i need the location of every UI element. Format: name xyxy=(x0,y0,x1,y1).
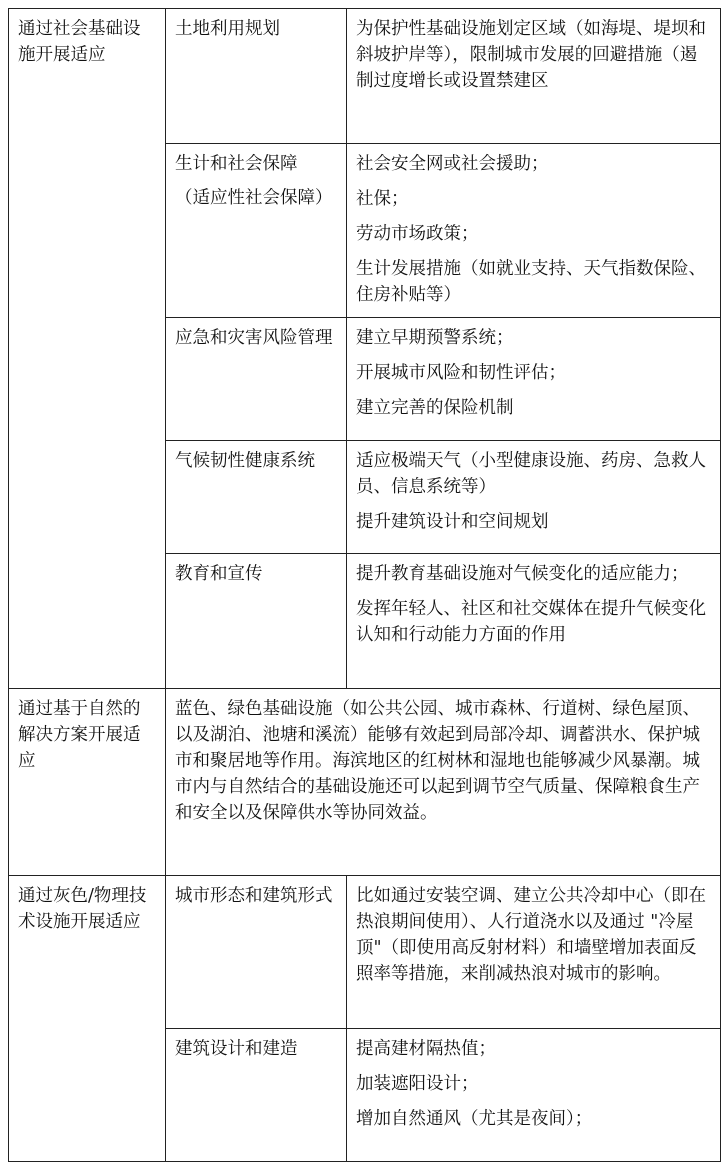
subcategory-label: 建筑设计和建造 xyxy=(175,1039,298,1059)
category-cell xyxy=(9,9,166,689)
measure-item: 开展城市风险和韧性评估； xyxy=(356,363,566,383)
description-cell xyxy=(166,689,721,876)
subcategory-cell xyxy=(166,9,347,144)
measure-item: 增加自然通风（尤其是夜间）； xyxy=(356,1109,593,1129)
measures-cell xyxy=(347,144,721,318)
table-row xyxy=(9,876,721,1029)
measure-item: 发挥年轻人、社区和社交媒体在提升气候变化认知和行动能力方面的作用 xyxy=(356,599,706,645)
subcategory-cell xyxy=(166,876,347,1029)
measures-cell xyxy=(347,876,721,1029)
measure-item: 社会安全网或社会援助； xyxy=(356,154,549,174)
measure-item: 社保； xyxy=(356,189,409,209)
measure-item: 适应极端天气（小型健康设施、药房、急救人员、信息系统等） xyxy=(356,451,706,497)
measures-cell xyxy=(347,554,721,689)
category-label: 通过灰色/物理技术设施开展适应 xyxy=(18,886,147,932)
adaptation-measures-table xyxy=(8,8,721,1162)
measure-item: 建立早期预警系统； xyxy=(356,328,514,348)
measures-cell xyxy=(347,441,721,554)
measures-cell xyxy=(347,9,721,144)
measure-item: 提升教育基础设施对气候变化的适应能力； xyxy=(356,564,689,584)
subcategory-cell xyxy=(166,554,347,689)
category-label: 通过社会基础设施开展适应 xyxy=(18,19,141,65)
subcategory-label: 气候韧性健康系统 xyxy=(175,451,315,471)
subcategory-label: 城市形态和建筑形式 xyxy=(175,886,333,906)
measure-item: 劳动市场政策； xyxy=(356,224,479,244)
subcategory-cell xyxy=(166,441,347,554)
measures-cell xyxy=(347,1029,721,1162)
table-row xyxy=(9,9,721,144)
subcategory-label: 应急和灾害风险管理 xyxy=(175,328,333,348)
measure-item: 提高建材隔热值； xyxy=(356,1039,496,1059)
subcategory-label: 教育和宣传 xyxy=(175,564,263,584)
measure-item: 建立完善的保险机制 xyxy=(356,398,514,418)
subcategory-cell xyxy=(166,318,347,441)
subcategory-label: 生计和社会保障 xyxy=(175,154,298,174)
measure-item: 比如通过安装空调、建立公共冷却中心（即在热浪期间使用）、人行道浇水以及通过 "冷屋顶"（即使用高反射材料）和墙壁增加表面反照率等措施，来削减热浪对城市的影响。 xyxy=(356,886,706,984)
description-text: 蓝色、绿色基础设施（如公共公园、城市森林、行道树、绿色屋顶、以及湖泊、池塘和溪流）能够有效起到局部冷却、调蓄洪水、保护城市和聚居地等作用。海滨地区的红树林和湿地也能够减少风暴潮。城市内与自然结合的基础设施还可以起到调节空气质量、保障粮食生产和安全以及保障供水等协同效益。 xyxy=(175,699,700,823)
table-row xyxy=(9,689,721,876)
measure-item: 提升建筑设计和空间规划 xyxy=(356,512,549,532)
measure-item: 加装遮阳设计； xyxy=(356,1074,479,1094)
measures-cell xyxy=(347,318,721,441)
category-cell xyxy=(9,689,166,876)
subcategory-cell xyxy=(166,1029,347,1162)
subcategory-label: 土地利用规划 xyxy=(175,19,280,39)
measure-item: 生计发展措施（如就业支持、天气指数保险、住房补贴等） xyxy=(356,259,706,305)
category-label: 通过基于自然的解决方案开展适应 xyxy=(18,699,141,771)
subcategory-note: （适应性社会保障） xyxy=(175,188,333,208)
subcategory-cell xyxy=(166,144,347,318)
measure-item: 为保护性基础设施划定区域（如海堤、堤坝和斜坡护岸等），限制城市发展的回避措施（遏制过度增长或设置禁建区 xyxy=(356,19,706,91)
category-cell xyxy=(9,876,166,1162)
